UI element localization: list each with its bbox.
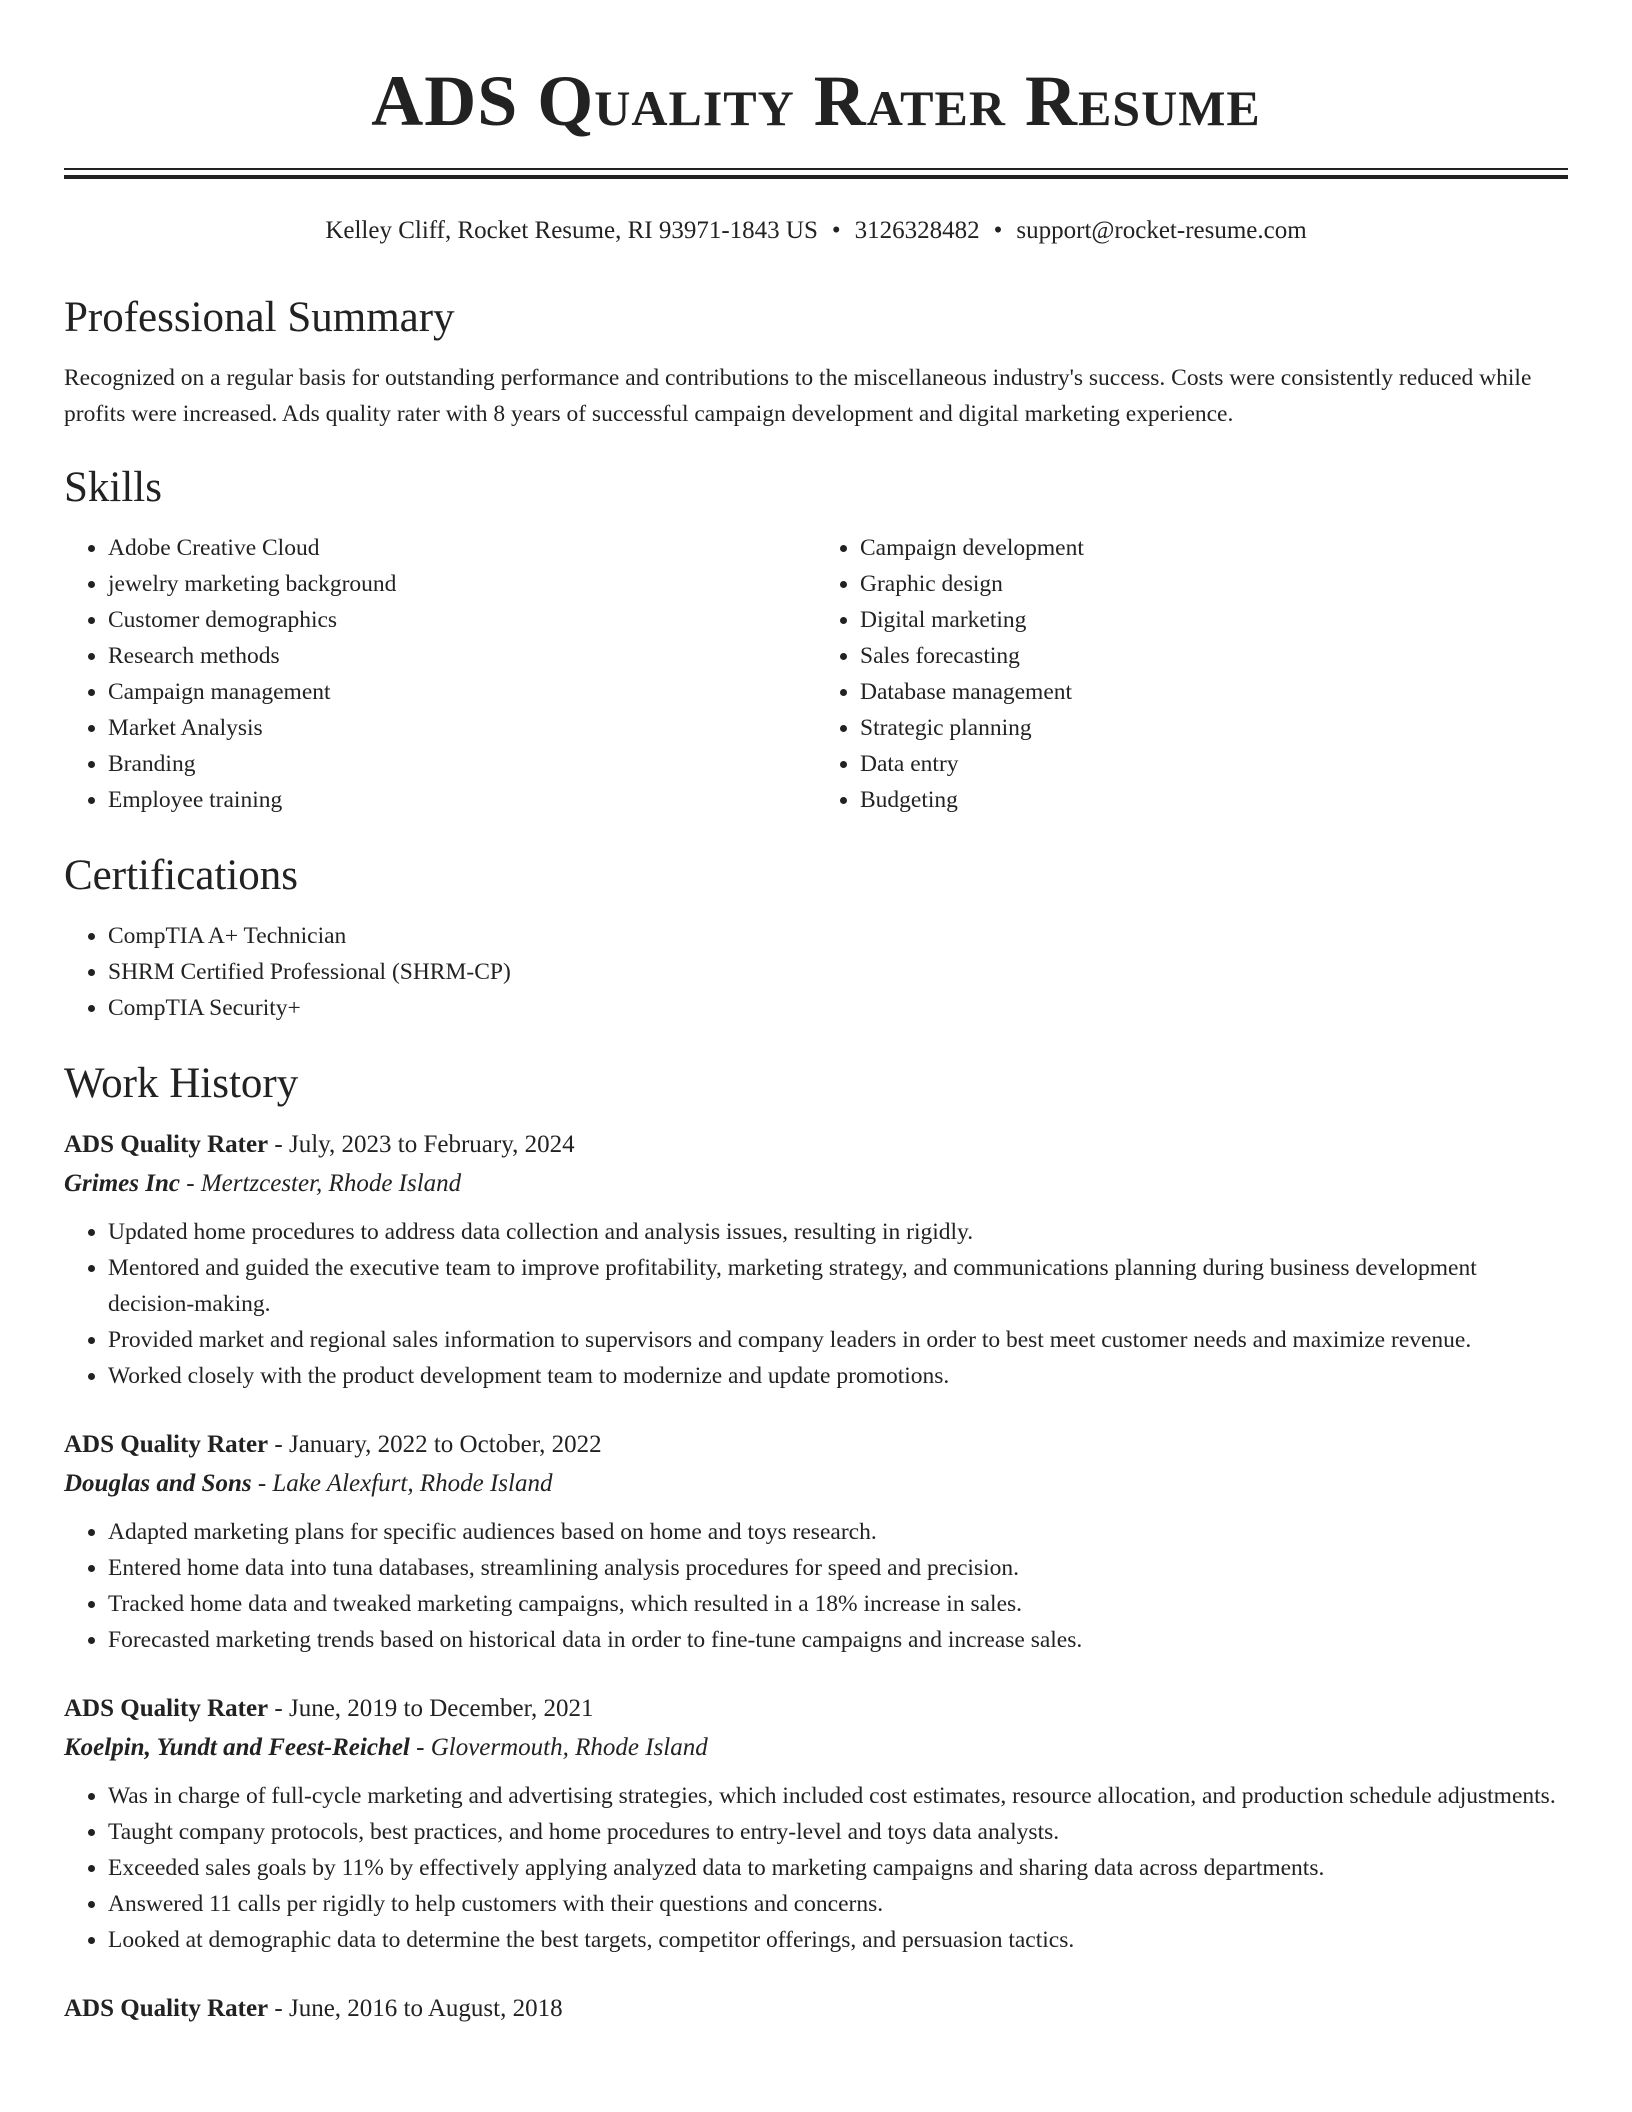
summary-heading: Professional Summary [64,294,455,341]
work-history-section [64,1052,1568,2028]
skill-item: • Data entry [860,746,1568,782]
job-bullets [64,1514,1568,1658]
skills-heading: Skills [64,464,162,511]
job-bullet: • Worked closely with the product development team to modernize and update promotions. [108,1358,1568,1394]
skills-list-left [64,530,816,818]
job-bullets [64,1778,1568,1958]
job-location: Lake Alexfurt, Rhode Island [272,1470,553,1497]
skills-columns [64,530,1568,818]
contact-separator: • [831,217,841,244]
skills-list-right [816,530,1568,818]
skill-item: • Employee training [108,782,816,818]
skill-item: • Campaign management [108,674,816,710]
summary-section [64,286,1568,432]
work-history-heading: Work History [64,1060,299,1107]
resume-content [64,286,1568,2060]
job-bullet: • Mentored and guided the executive team to improve profitability, marketing strategy, and communications planning during business development decision-making. [108,1250,1568,1322]
job-entry [64,1690,1568,1958]
job-bullet: • Taught company protocols, best practices, and home procedures to entry-level and toys data analysts. [108,1814,1568,1850]
job-company: Grimes Inc [64,1170,180,1197]
certification-item: • SHRM Certified Professional (SHRM-CP) [108,954,1568,990]
job-location: Glovermouth, Rhode Island [430,1734,708,1761]
certification-item: • CompTIA Security+ [108,990,1568,1026]
job-bullet: • Tracked home data and tweaked marketing campaigns, which resulted in a 18% increase in sales. [108,1586,1568,1622]
job-entry [64,1990,1568,2028]
skills-section [64,456,1568,818]
skill-item: • Customer demographics [108,602,816,638]
skill-item: • Budgeting [860,782,1568,818]
contact-separator: • [993,217,1003,244]
job-dates: June, 2016 to August, 2018 [288,1995,563,2022]
job-entry [64,1426,1568,1658]
skill-item: • Strategic planning [860,710,1568,746]
certifications-list [64,918,1568,1026]
job-bullet: • Looked at demographic data to determine the best targets, competitor offerings, and persuasion tactics. [108,1922,1568,1958]
job-bullet: • Was in charge of full-cycle marketing and advertising strategies, which included cost estimates, resource allocation, and production schedule adjustments. [108,1778,1568,1814]
job-bullet: • Entered home data into tuna databases, streamlining analysis procedures for speed and precision. [108,1550,1568,1586]
job-bullet: • Provided market and regional sales information to supervisors and company leaders in order to best meet customer needs and maximize revenue. [108,1322,1568,1358]
contact-phone: 3126328482 [854,217,980,244]
job-company: Douglas and Sons [64,1470,252,1497]
job-title-line: ADS Quality Rater - January, 2022 to October, 2022 [64,1431,602,1458]
certifications-section [64,844,1568,1026]
job-company: Koelpin, Yundt and Feest-Reichel [64,1734,410,1761]
job-dates: June, 2019 to December, 2021 [288,1695,594,1722]
certifications-heading: Certifications [64,852,299,899]
job-company-line: Douglas and Sons - Lake Alexfurt, Rhode Island [64,1470,553,1497]
job-bullet: • Forecasted marketing trends based on historical data in order to fine-tune campaigns and increase sales. [108,1622,1568,1658]
skill-item: • Research methods [108,638,816,674]
job-entry [64,1126,1568,1394]
job-title: ADS Quality Rater [64,1995,269,2022]
contact-address: Kelley Cliff, Rocket Resume, RI 93971-1843 US [325,217,818,244]
job-bullet: • Answered 11 calls per rigidly to help customers with their questions and concerns. [108,1886,1568,1922]
job-title-line: ADS Quality Rater - July, 2023 to February, 2024 [64,1131,575,1158]
job-dates: January, 2022 to October, 2022 [288,1431,602,1458]
job-title: ADS Quality Rater [64,1131,269,1158]
job-title-line: ADS Quality Rater - June, 2016 to August, 2018 [64,1995,563,2022]
skill-item: • Campaign development [860,530,1568,566]
job-company-line: Koelpin, Yundt and Feest-Reichel - Glovermouth, Rhode Island [64,1734,708,1761]
skill-item: • Sales forecasting [860,638,1568,674]
summary-text: Recognized on a regular basis for outstanding performance and contributions to the miscellaneous industry's success. Costs were consistently reduced while profits were increased. Ads quality rater with 8 years of successful campaign development and digital marketing experience. [64,365,1532,427]
job-location: Mertzcester, Rhode Island [200,1170,462,1197]
job-title: ADS Quality Rater [64,1695,269,1722]
skill-item: • Market Analysis [108,710,816,746]
skill-item: • Branding [108,746,816,782]
title-divider-thick [64,175,1568,179]
title-divider-thin [64,168,1568,170]
job-title: ADS Quality Rater [64,1431,269,1458]
skill-item: • jewelry marketing background [108,566,816,602]
contact-line [0,213,1632,249]
contact-email: support@rocket-resume.com [1016,217,1307,244]
skill-item: • Database management [860,674,1568,710]
page-title: ADS Quality Rater Resume [371,61,1261,141]
job-bullets [64,1214,1568,1394]
job-bullet: • Updated home procedures to address data collection and analysis issues, resulting in rigidly. [108,1214,1568,1250]
job-dates: July, 2023 to February, 2024 [288,1131,575,1158]
job-bullet: • Adapted marketing plans for specific audiences based on home and toys research. [108,1514,1568,1550]
skill-item: • Adobe Creative Cloud [108,530,816,566]
job-title-line: ADS Quality Rater - June, 2019 to December, 2021 [64,1695,594,1722]
job-company-line: Grimes Inc - Mertzcester, Rhode Island [64,1170,462,1197]
skill-item: • Graphic design [860,566,1568,602]
job-bullet: • Exceeded sales goals by 11% by effectively applying analyzed data to marketing campaigns and sharing data across departments. [108,1850,1568,1886]
skill-item: • Digital marketing [860,602,1568,638]
certification-item: • CompTIA A+ Technician [108,918,1568,954]
